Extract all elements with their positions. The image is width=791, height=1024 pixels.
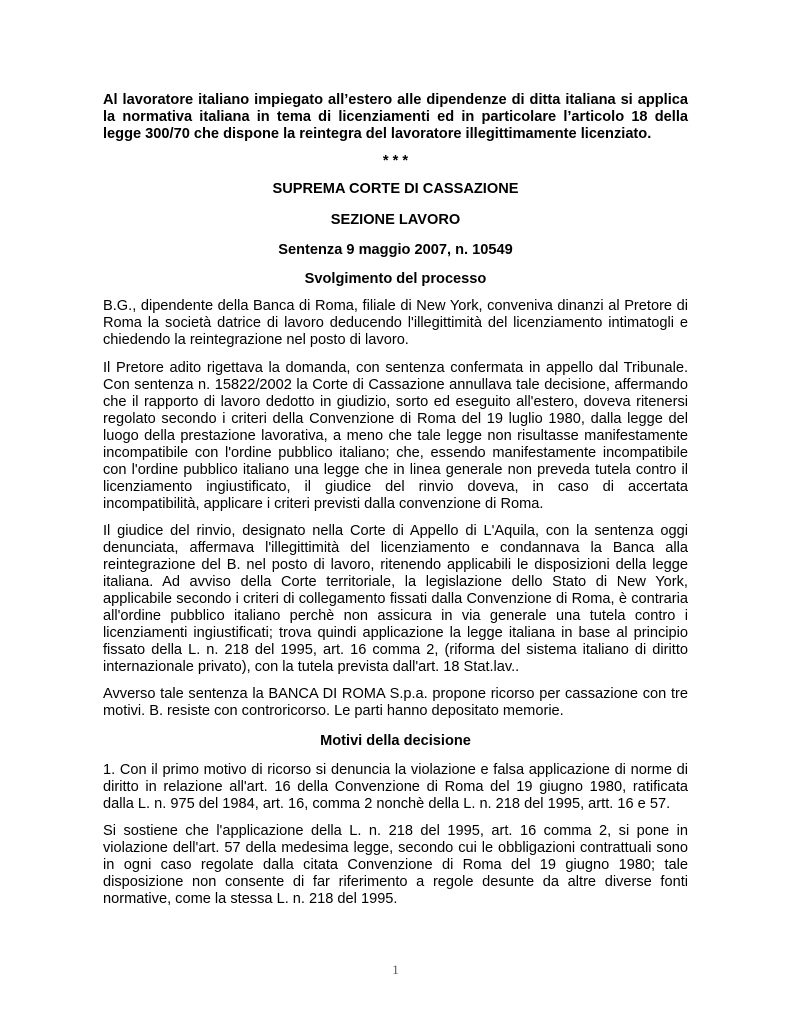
text-line: la normativa italiana in tema di licenziamenti ed in particolare l’articolo 18 della bbox=[103, 109, 688, 125]
paragraph bbox=[103, 523, 688, 676]
text-line: licenziamento ingiustificato, il giudice del rinvio doveva, in caso di accertata bbox=[103, 479, 688, 495]
judgment-reference: Sentenza 9 maggio 2007, n. 10549 bbox=[278, 242, 513, 258]
text-line: B.G., dipendente della Banca di Roma, filiale di New York, conveniva dinanzi al Pretore di bbox=[103, 298, 688, 314]
paragraph bbox=[103, 823, 688, 908]
text-line: motivi. B. resiste con controricorso. Le parti hanno depositato memorie. bbox=[103, 703, 564, 719]
text-line: legge 300/70 che dispone la reintegra del lavoratore illegittimamente licenziato. bbox=[103, 126, 652, 142]
text-line: applicabile secondo i criteri di collegamento fissati dalla Convenzione di Roma, è contraria bbox=[103, 591, 688, 607]
court-name: SUPREMA CORTE DI CASSAZIONE bbox=[272, 181, 519, 197]
text-line: luogo della prestazione lavorativa, a meno che tale legge non risultasse manifestamente bbox=[103, 428, 688, 444]
text-line: all'ordine pubblico italiano perchè non assicura in via generale una tutela contro i bbox=[103, 608, 688, 624]
text-line: Al lavoratore italiano impiegato all’estero alle dipendenze di ditta italiana si applica bbox=[103, 92, 688, 108]
paragraph bbox=[103, 686, 688, 720]
summary-paragraph bbox=[103, 92, 688, 143]
paragraph bbox=[103, 762, 688, 813]
text-line: reintegrazione del B. nel posto di lavoro, ritenendo applicabili le disposizioni della legge bbox=[103, 557, 688, 573]
text-line: 1. Con il primo motivo di ricorso si denuncia la violazione e falsa applicazione di norme di bbox=[103, 762, 688, 778]
text-line: con l'ordine pubblico italiano una legge che in linea generale non preveda tutela contro il bbox=[103, 462, 688, 478]
text-line: internazionale privato), con la tutela prevista dall'art. 18 Stat.lav.. bbox=[103, 659, 520, 675]
text-line: diritto in relazione all'art. 16 della Convenzione di Roma del 19 giugno 1980, ratificata bbox=[103, 779, 688, 795]
text-line: Con sentenza n. 15822/2002 la Corte di Cassazione annullava tale decisione, affermando bbox=[103, 377, 688, 393]
paragraph bbox=[103, 360, 688, 513]
text-line: denunciata, affermava l'illegittimità del licenziamento e condannava la Banca alla bbox=[103, 540, 688, 556]
text-line: che il rapporto di lavoro dedotto in giudizio, sorto ed eseguito all'estero, doveva ritenersi bbox=[103, 394, 688, 410]
text-line: disposizione non consente di far riferimento a regole desunte da altre diverse fonti bbox=[103, 874, 688, 890]
text-line: Il giudice del rinvio, designato nella Corte di Appello di L'Aquila, con la sentenza oggi bbox=[103, 523, 688, 539]
text-line: Si sostiene che l'applicazione della L. n. 218 del 1995, art. 16 comma 2, si pone in bbox=[103, 823, 688, 839]
text-line: chiedendo la reintegrazione nel posto di lavoro. bbox=[103, 332, 409, 348]
court-section: SEZIONE LAVORO bbox=[330, 212, 461, 228]
text-line: in ogni caso regolate dalla citata Convenzione di Roma del 19 giugno 1980; tale bbox=[103, 857, 688, 873]
heading-decision: Motivi della decisione bbox=[320, 733, 471, 749]
paragraph bbox=[103, 298, 688, 349]
text-line: Avverso tale sentenza la BANCA DI ROMA S.p.a. propone ricorso per cassazione con tre bbox=[103, 686, 688, 702]
section-separator: * * * bbox=[382, 153, 409, 169]
text-line: italiana. Ad avviso della Corte territoriale, la legislazione dello Stato di New York, bbox=[103, 574, 688, 590]
text-line: Il Pretore adito rigettava la domanda, con sentenza confermata in appello dal Tribunale. bbox=[103, 360, 688, 376]
text-line: licenziamenti ingiustificati; trova quindi applicazione la legge italiana in base al principio bbox=[103, 625, 688, 641]
heading-process: Svolgimento del processo bbox=[304, 271, 487, 287]
text-line: dalla L. n. 975 del 1984, art. 16, comma 2 nonchè della L. n. 218 del 1995, artt. 16 e 57. bbox=[103, 796, 671, 812]
text-line: incompatibilità, applicare i criteri previsti dalla convenzione di Roma. bbox=[103, 496, 544, 512]
text-line: Roma la società datrice di lavoro deducendo l'illegittimità del licenziamento intimatogli e bbox=[103, 315, 688, 331]
text-line: normative, come la stessa L. n. 218 del 1995. bbox=[103, 891, 398, 907]
text-line: incompatibile con l'ordine pubblico italiano; che, essendo manifestamente incompatibile bbox=[103, 445, 688, 461]
page-number: 1 bbox=[392, 962, 399, 977]
text-line: regolato secondo i criteri della Convenzione di Roma del 19 luglio 1980, dalla legge del bbox=[103, 411, 688, 427]
text-line: fissato della L. n. 218 del 1995, art. 16 comma 2, (riforma del sistema italiano di diritto bbox=[103, 642, 688, 658]
text-line: violazione dell'art. 57 della medesima legge, secondo cui le obbligazioni contrattuali sono bbox=[103, 840, 688, 856]
